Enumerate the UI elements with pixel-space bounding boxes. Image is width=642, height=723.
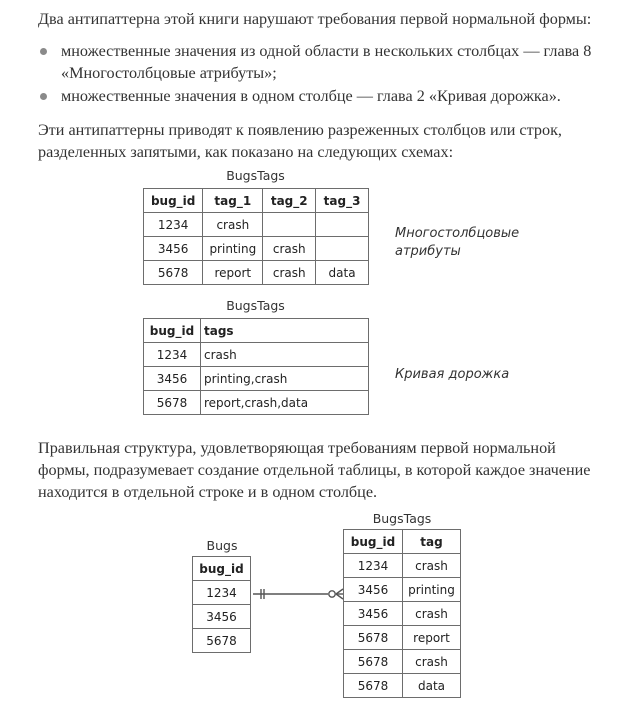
cell: 5678 [144, 261, 203, 285]
header-cell: tag_3 [316, 189, 369, 213]
paragraph-line: Эти антипаттерны приводят к появлению разреженных столбцов или строк, [38, 121, 562, 139]
bullet-text: множественные значения в одном столбце — глава 2 «Кривая дорожка». [61, 87, 561, 105]
cell: data [316, 261, 369, 285]
cell: 1234 [193, 581, 251, 605]
cell: 5678 [344, 626, 403, 650]
intro-paragraph: Два антипаттерна этой книги нарушают требования первой нормальной формы: [38, 10, 592, 28]
cell: 3456 [344, 578, 403, 602]
cell: 5678 [144, 391, 201, 415]
cell: crash [403, 554, 461, 578]
cell: 1234 [144, 343, 201, 367]
cell: 3456 [144, 237, 203, 261]
cell: 5678 [344, 650, 403, 674]
header-cell: bug_id [344, 530, 403, 554]
header-cell: tag_2 [263, 189, 316, 213]
bugstags-table-caption: BugsTags [372, 511, 432, 526]
note-line: атрибуты [395, 244, 461, 259]
header-cell: bug_id [144, 189, 203, 213]
cell: report,crash,data [201, 391, 369, 415]
paragraph-line: Правильная структура, удовлетворяющая требованиям первой нормальной [38, 439, 556, 457]
header-cell: bug_id [144, 319, 201, 343]
cell: crash [201, 343, 369, 367]
cell: crash [403, 602, 461, 626]
cell: printing [403, 578, 461, 602]
cell: 3456 [344, 602, 403, 626]
cell: 3456 [193, 605, 251, 629]
paragraph-line: формы, подразумевает создание отдельной таблицы, в которой каждое значение [38, 461, 591, 479]
cell: crash [203, 213, 263, 237]
header-cell: tag [403, 530, 461, 554]
header-cell: tag_1 [203, 189, 263, 213]
cell: 1234 [144, 213, 203, 237]
cell: crash [403, 650, 461, 674]
cell: 5678 [344, 674, 403, 698]
cell: report [403, 626, 461, 650]
cell: report [203, 261, 263, 285]
cell: printing [203, 237, 263, 261]
diagram1-caption: BugsTags [226, 168, 285, 183]
cell: 3456 [144, 367, 201, 391]
header-cell: tags [201, 319, 369, 343]
cell: 5678 [193, 629, 251, 653]
note-line: Многостолбцовые [395, 226, 520, 241]
bugs-table-caption: Bugs [206, 538, 238, 553]
header-cell: bug_id [193, 557, 251, 581]
paragraph-line: разделенных запятыми, как показано на следующих схемах: [38, 143, 454, 161]
cell: data [403, 674, 461, 698]
cell: crash [263, 237, 316, 261]
paragraph-line: находится в отдельной строке и в одном столбце. [38, 483, 378, 501]
cell: printing,crash [201, 367, 369, 391]
diagram2-note: Кривая дорожка [395, 367, 510, 382]
bullet-text-line1: множественные значения из одной области в нескольких столбцах — глава 8 [61, 42, 592, 60]
bullet-text-line2: «Многостолбцовые атрибуты»; [61, 64, 277, 82]
cell: crash [263, 261, 316, 285]
cell: 1234 [344, 554, 403, 578]
diagram2-caption: BugsTags [226, 298, 285, 313]
